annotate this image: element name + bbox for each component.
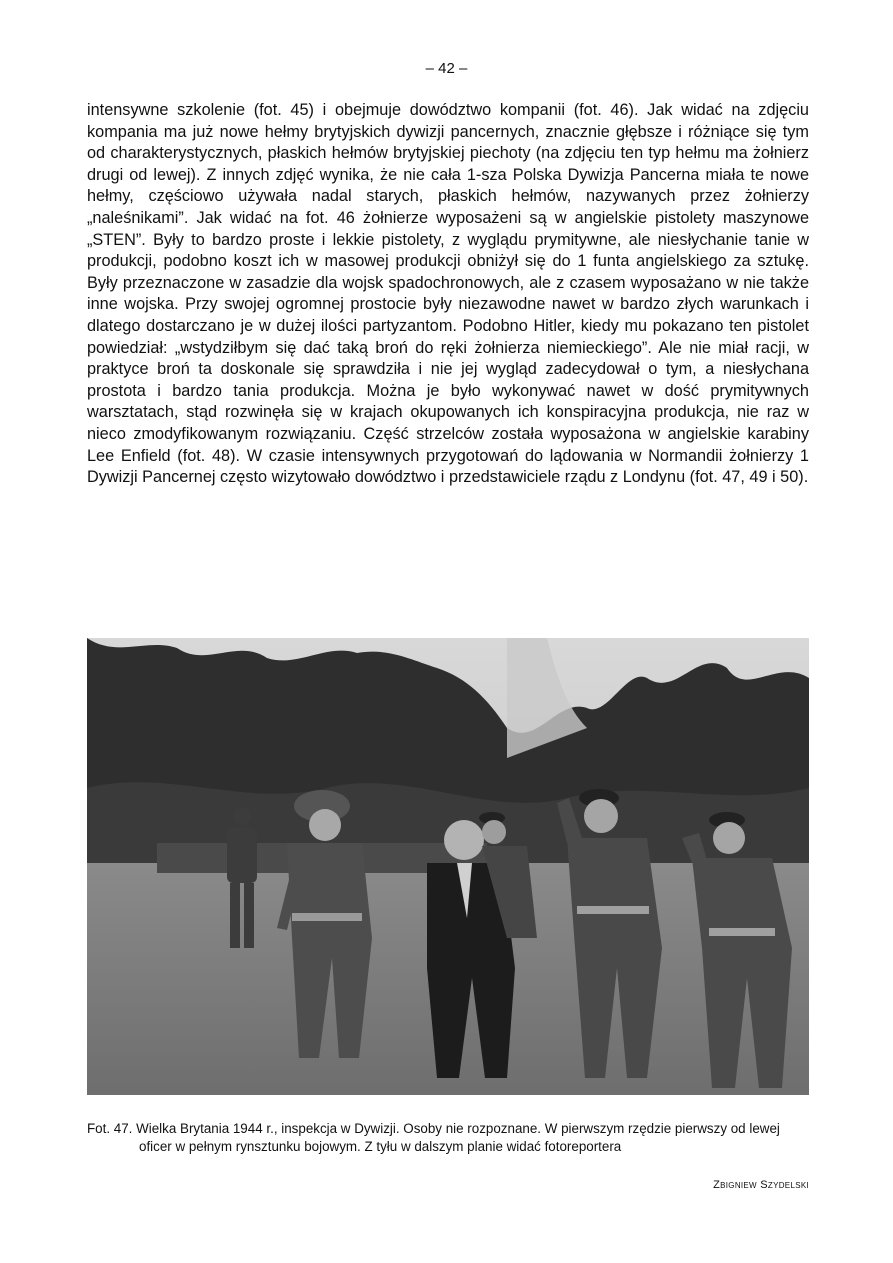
page-number: – 42 – — [425, 60, 468, 77]
author-name: Zbigniew Szydelski — [713, 1179, 809, 1191]
body-paragraph: intensywne szkolenie (fot. 45) i obejmuje dowództwo kompanii (fot. 46). Jak widać na zdjęciu kompania ma już nowe hełmy brytyjskich dywizji pancernych, znacznie głębsze i różniące się tym od charakterystycznych, płaskich hełmów brytyjskiej piechoty (na zdjęciu ten typ hełmu ma żołnierz drugi od lewej). Z innych zdjęć wynika, że nie cała 1-sza Polska Dywizja Pancerna miała te nowe hełmy, częściowo używała nadal starych, płaskich hełmów, nazywanych przez żołnierzy „naleśnikami”. Jak widać na fot. 46 żołnierze wyposażeni są w angielskie pistolety maszynowe „STEN”. Były to bardzo proste i lekkie pistolety, z wyglądu prymitywne, ale niesłychanie tanie w produkcji, podobno koszt ich w masowej produkcji obniżył się do 1 funta angielskiego za sztukę. Były przeznaczone w zasadzie dla wojsk spadochronowych, ale z czasem wyposażano w nie także inne wojska. Przy swojej ogromnej prostocie były niezawodne nawet w bardzo złych warunkach i dlatego dostarczano je w dużej ilości partyzantom. Podobno Hitler, kiedy mu pokazano ten pistolet powiedział: „wstydziłbym się dać taką broń do ręki żołnierza niemieckiego”. Ale nie miał racji, w praktyce broń ta doskonale się sprawdziła i nie jej wygląd zadecydował o tym, a niesłychana prostota i bardzo tania produkcja. Można je było wykonywać nawet w dość prymitywnych warsztatach, stąd rozwinęła się w krajach okupowanych ich konspiracyjna produkcja, nie raz w nieco zmodyfikowanym rozwiązaniu. Część strzelców została wyposażona w angielskie karabiny Lee Enfield (fot. 48). W czasie intensywnych przygotowań do lądowania w Normandii żołnierzy 1 Dywizji Pancernej często wizytowało dowództwo i przedstawiciele rządu z Londynu (fot. 47, 49 i 50). — [87, 101, 809, 487]
inspection-photo — [87, 638, 809, 1095]
figure-caption: Fot. 47. Wielka Brytania 1944 r., inspekcja w Dywizji. Osoby nie rozpoznane. W pierwszym rzędzie pierwszy od lewej oficer w pełnym rynsztunku bojowym. Z tyłu w dalszym planie widać fotoreportera — [87, 1121, 780, 1154]
